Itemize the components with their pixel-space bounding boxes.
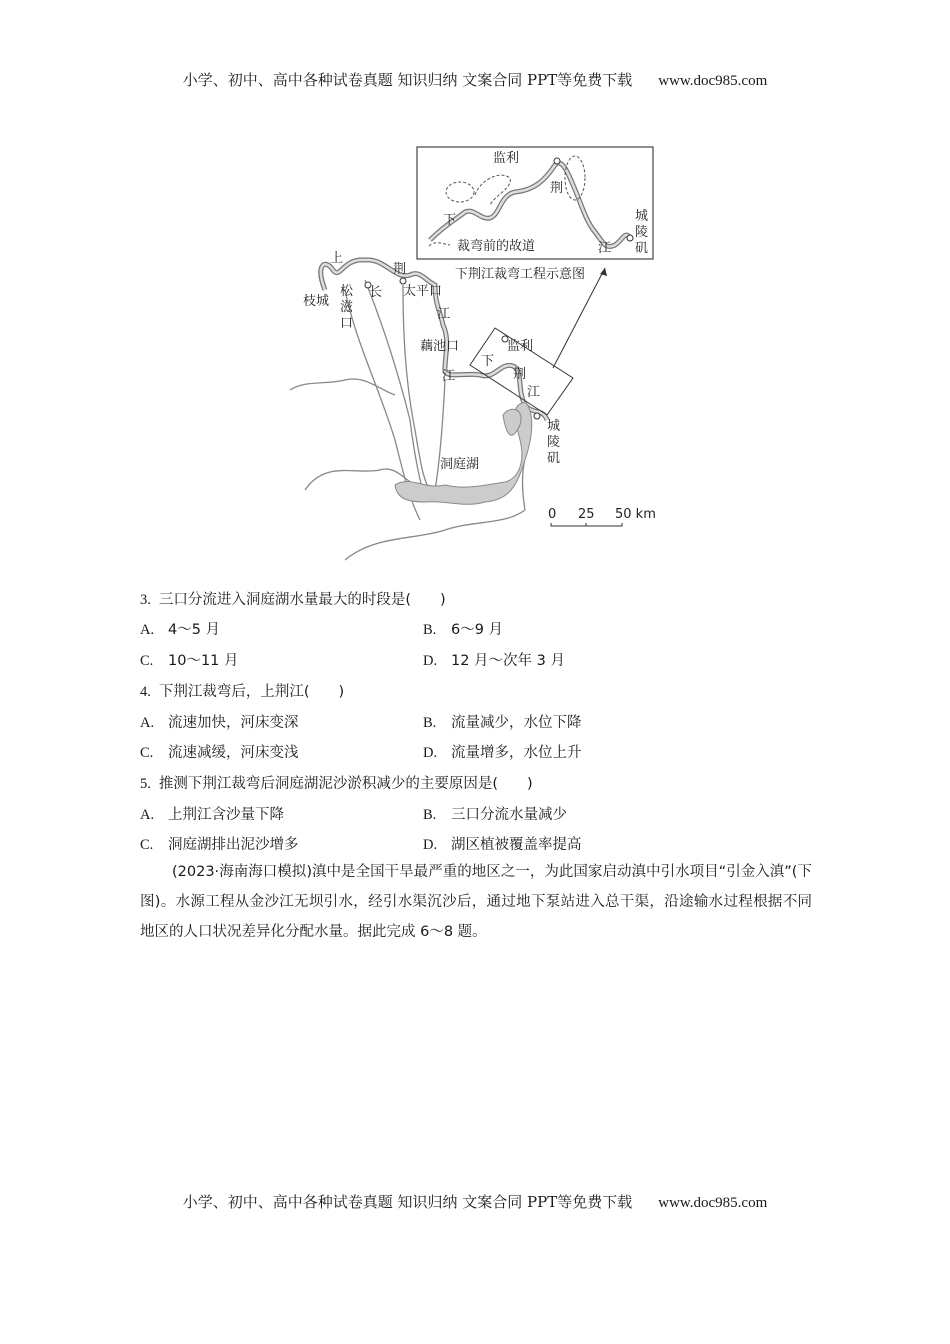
svg-text:太平口: 太平口: [403, 284, 443, 299]
option-5b[interactable]: B. 三口分流水量减少: [423, 807, 567, 823]
svg-text:陵: 陵: [547, 435, 561, 450]
question-stem: 推测下荆江裁弯后洞庭湖泥沙淤积减少的主要原因是( ): [158, 776, 533, 792]
header-text: 小学、初中、高中各种试卷真题 知识归纳 文案合同 PPT等免费下载: [182, 71, 633, 89]
footer-text: 小学、初中、高中各种试卷真题 知识归纳 文案合同 PPT等免费下载: [182, 1193, 633, 1211]
svg-text:陵: 陵: [635, 225, 649, 240]
svg-text:江: 江: [437, 307, 451, 322]
svg-text:藕池口: 藕池口: [420, 339, 460, 354]
svg-text:矶: 矶: [635, 241, 649, 256]
option-3d[interactable]: D. 12 月～次年 3 月: [423, 653, 566, 669]
option-4d[interactable]: D. 流量增多，水位上升: [423, 745, 582, 761]
svg-text:长: 长: [369, 285, 383, 300]
option-5c[interactable]: C. 洞庭湖排出泥沙增多: [140, 837, 299, 853]
option-3c[interactable]: C. 10～11 月: [140, 653, 239, 669]
svg-text:洞庭湖: 洞庭湖: [440, 457, 480, 472]
option-4b[interactable]: B. 流量减少，水位下降: [423, 715, 582, 731]
svg-text:监利: 监利: [493, 151, 520, 166]
svg-text:荆: 荆: [550, 181, 564, 196]
svg-text:25: 25: [578, 507, 595, 522]
svg-text:荆: 荆: [513, 367, 527, 382]
svg-text:上: 上: [330, 251, 344, 266]
option-4a[interactable]: A. 流速加快，河床变深: [140, 715, 299, 731]
question-5: 5. 推测下荆江裁弯后洞庭湖泥沙淤积减少的主要原因是( ): [140, 776, 533, 792]
option-3a[interactable]: A. 4～5 月: [140, 622, 221, 638]
svg-text:松: 松: [340, 284, 354, 299]
reading-passage: (2023·海南海口模拟)滇中是全国干旱最严重的地区之一，为此国家启动滇中引水项目“引金入滇”(下图)。水源工程从金沙江无坝引水，经引水渠沉沙后，通过地下泵站进入总干渠，沿途输水过程根据不同地区的人口状况差异化分配水量。据此完成 6～8 题。: [140, 864, 812, 940]
svg-text:0: 0: [548, 507, 557, 522]
svg-text:江: 江: [598, 241, 612, 256]
option-3b[interactable]: B. 6～9 月: [423, 622, 504, 638]
question-stem: 三口分流进入洞庭湖水量最大的时段是( ): [158, 592, 446, 608]
question-3: 3. 三口分流进入洞庭湖水量最大的时段是( ): [140, 592, 446, 608]
svg-text:矶: 矶: [547, 451, 561, 466]
svg-text:50 km: 50 km: [615, 507, 656, 522]
jingjiang-map: [285, 140, 685, 575]
svg-text:荆: 荆: [393, 262, 407, 277]
question-stem: 下荆江裁弯后，上荆江( ): [158, 684, 345, 700]
option-4c[interactable]: C. 流速减缓，河床变浅: [140, 745, 299, 761]
svg-text:口: 口: [340, 316, 354, 331]
svg-text:枝城: 枝城: [303, 294, 330, 309]
header-url[interactable]: www.doc985.com: [658, 73, 768, 89]
svg-text:下: 下: [481, 354, 495, 369]
footer-url[interactable]: www.doc985.com: [658, 1195, 768, 1211]
svg-text:监利: 监利: [507, 339, 534, 354]
svg-text:城: 城: [547, 419, 561, 434]
option-5d[interactable]: D. 湖区植被覆盖率提高: [423, 837, 582, 853]
page-header: [0, 69, 950, 90]
svg-text:裁弯前的故道: 裁弯前的故道: [457, 239, 536, 254]
page-footer: [0, 1191, 950, 1212]
svg-text:江: 江: [442, 369, 456, 384]
option-5a[interactable]: A. 上荆江含沙量下降: [140, 807, 284, 823]
svg-text:城: 城: [635, 209, 649, 224]
question-4: 4. 下荆江裁弯后，上荆江( ): [140, 684, 345, 700]
svg-text:下荆江裁弯工程示意图: 下荆江裁弯工程示意图: [455, 267, 586, 282]
map-figure: [285, 140, 685, 575]
svg-text:滋: 滋: [340, 300, 354, 315]
svg-text:下: 下: [443, 213, 457, 228]
svg-text:江: 江: [527, 385, 541, 400]
